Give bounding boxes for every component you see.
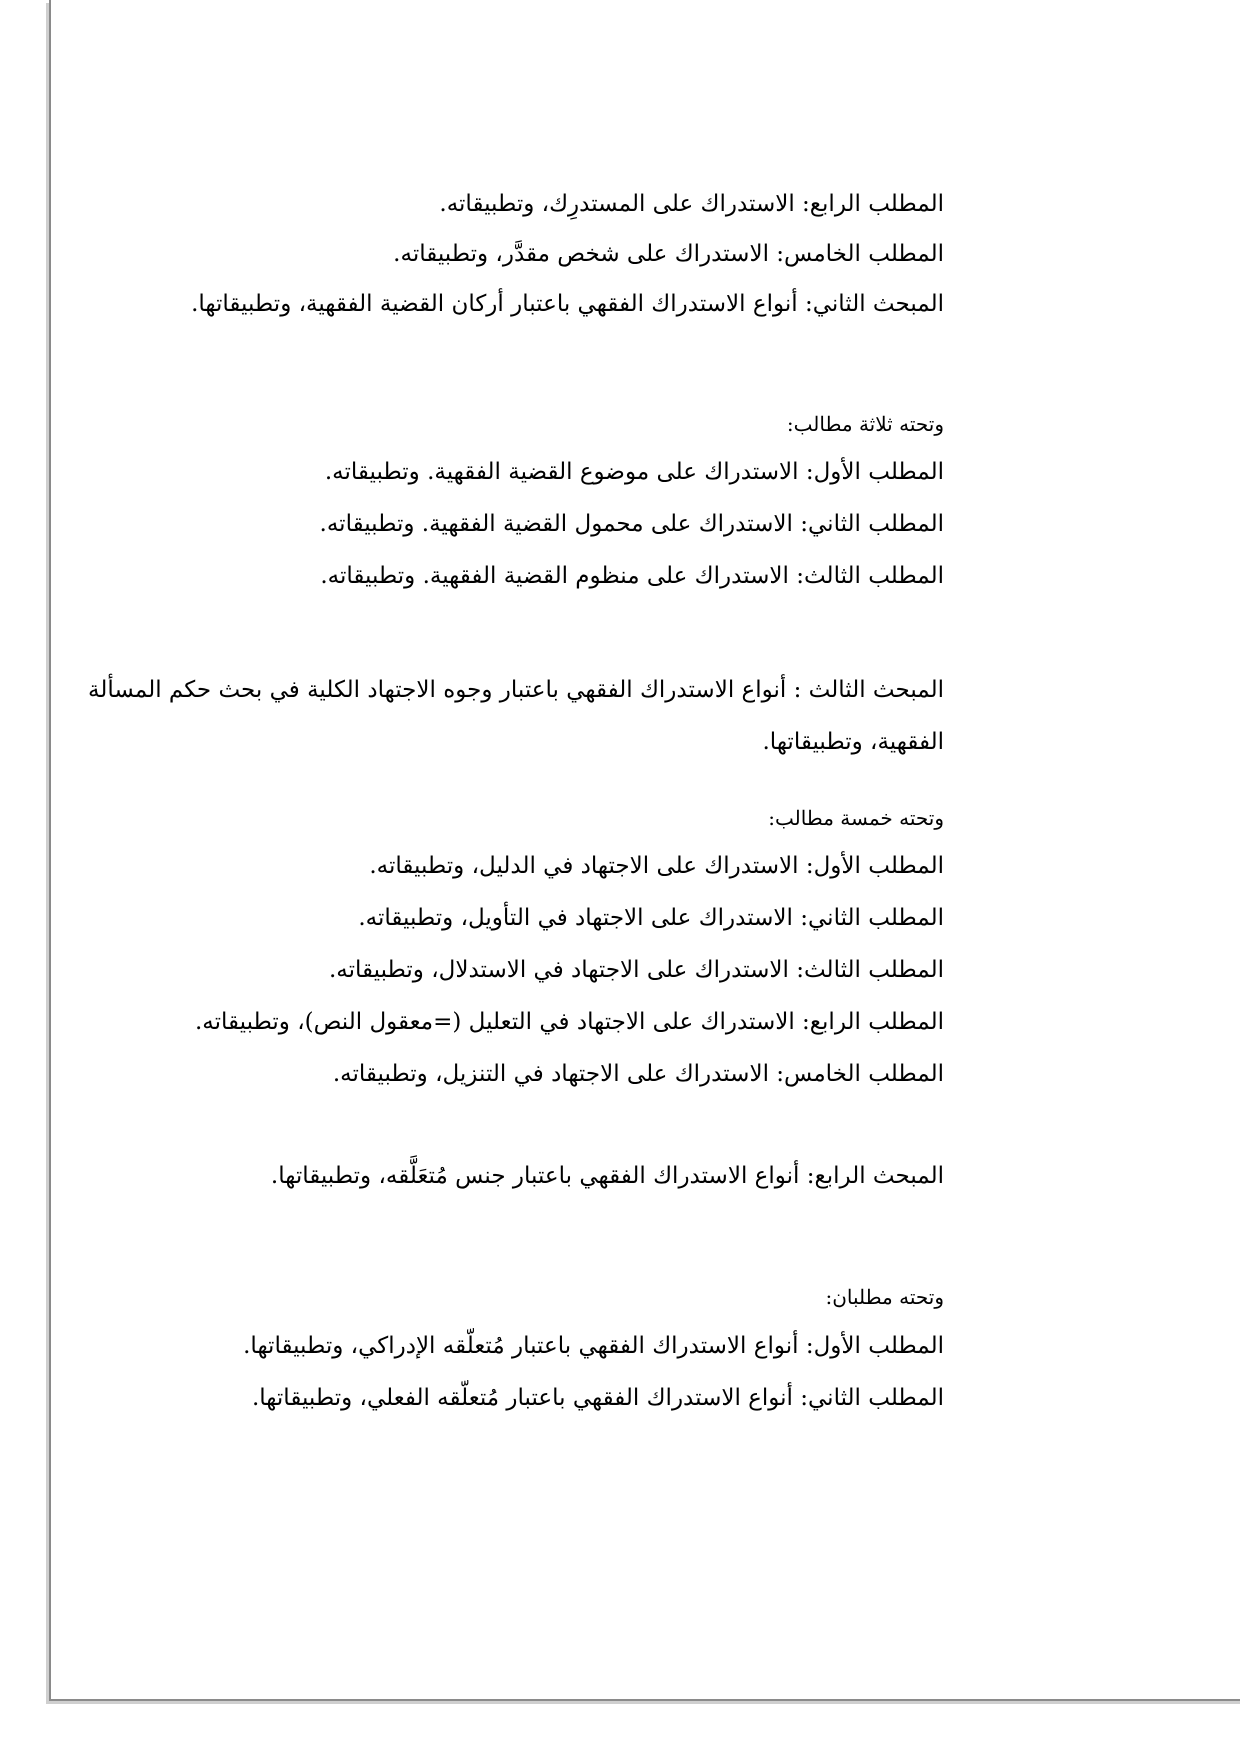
toc-line: المطلب الثاني: الاستدراك على الاجتهاد في التأويل، وتطبيقاته. [358,905,944,931]
toc-intro: وتحته خمسة مطالب: [768,806,944,830]
toc-line: المطلب الخامس: الاستدراك على الاجتهاد في التنزيل، وتطبيقاته. [332,1061,944,1087]
toc-intro: وتحته ثلاثة مطالب: [786,412,944,436]
toc-line: المطلب الثالث: الاستدراك على منظوم القضية الفقهية. وتطبيقاته. [320,563,944,589]
toc-intro: وتحته مطلبان: [825,1285,944,1309]
toc-line: المطلب الأول: الاستدراك على الاجتهاد في الدليل، وتطبيقاته. [369,853,944,879]
toc-line: المطلب الخامس: الاستدراك على شخص مقدَّر، وتطبيقاته. [393,241,944,267]
toc-line-wrapped: المبحث الثالث : أنواع الاستدراك الفقهي باعتبار وجوه الاجتهاد الكلية في بحث حكم المسألة الفقهية، وتطبيقاتها. [88,677,944,755]
toc-line: المبحث الرابع: أنواع الاستدراك الفقهي باعتبار جنس مُتعَلَّقه، وتطبيقاتها. [270,1163,944,1189]
toc-line: المطلب الأول: أنواع الاستدراك الفقهي باعتبار مُتعلّقه الإدراكي، وتطبيقاتها. [243,1333,944,1359]
toc-line: المطلب الرابع: الاستدراك على الاجتهاد في التعليل (=معقول النص)، وتطبيقاته. [194,1009,944,1035]
toc-line: المطلب الثاني: الاستدراك على محمول القضية الفقهية. وتطبيقاته. [319,511,944,537]
toc-line: المطلب الأول: الاستدراك على موضوع القضية الفقهية. وتطبيقاته. [324,459,944,485]
toc-line: المطلب الثاني: أنواع الاستدراك الفقهي باعتبار مُتعلّقه الفعلي، وتطبيقاتها. [251,1385,944,1411]
toc-line: المطلب الرابع: الاستدراك على المستدرِك، وتطبيقاته. [439,191,944,217]
toc-line: المبحث الثاني: أنواع الاستدراك الفقهي باعتبار أركان القضية الفقهية، وتطبيقاتها. [191,291,944,317]
toc-line: المطلب الثالث: الاستدراك على الاجتهاد في الاستدلال، وتطبيقاته. [328,957,944,983]
